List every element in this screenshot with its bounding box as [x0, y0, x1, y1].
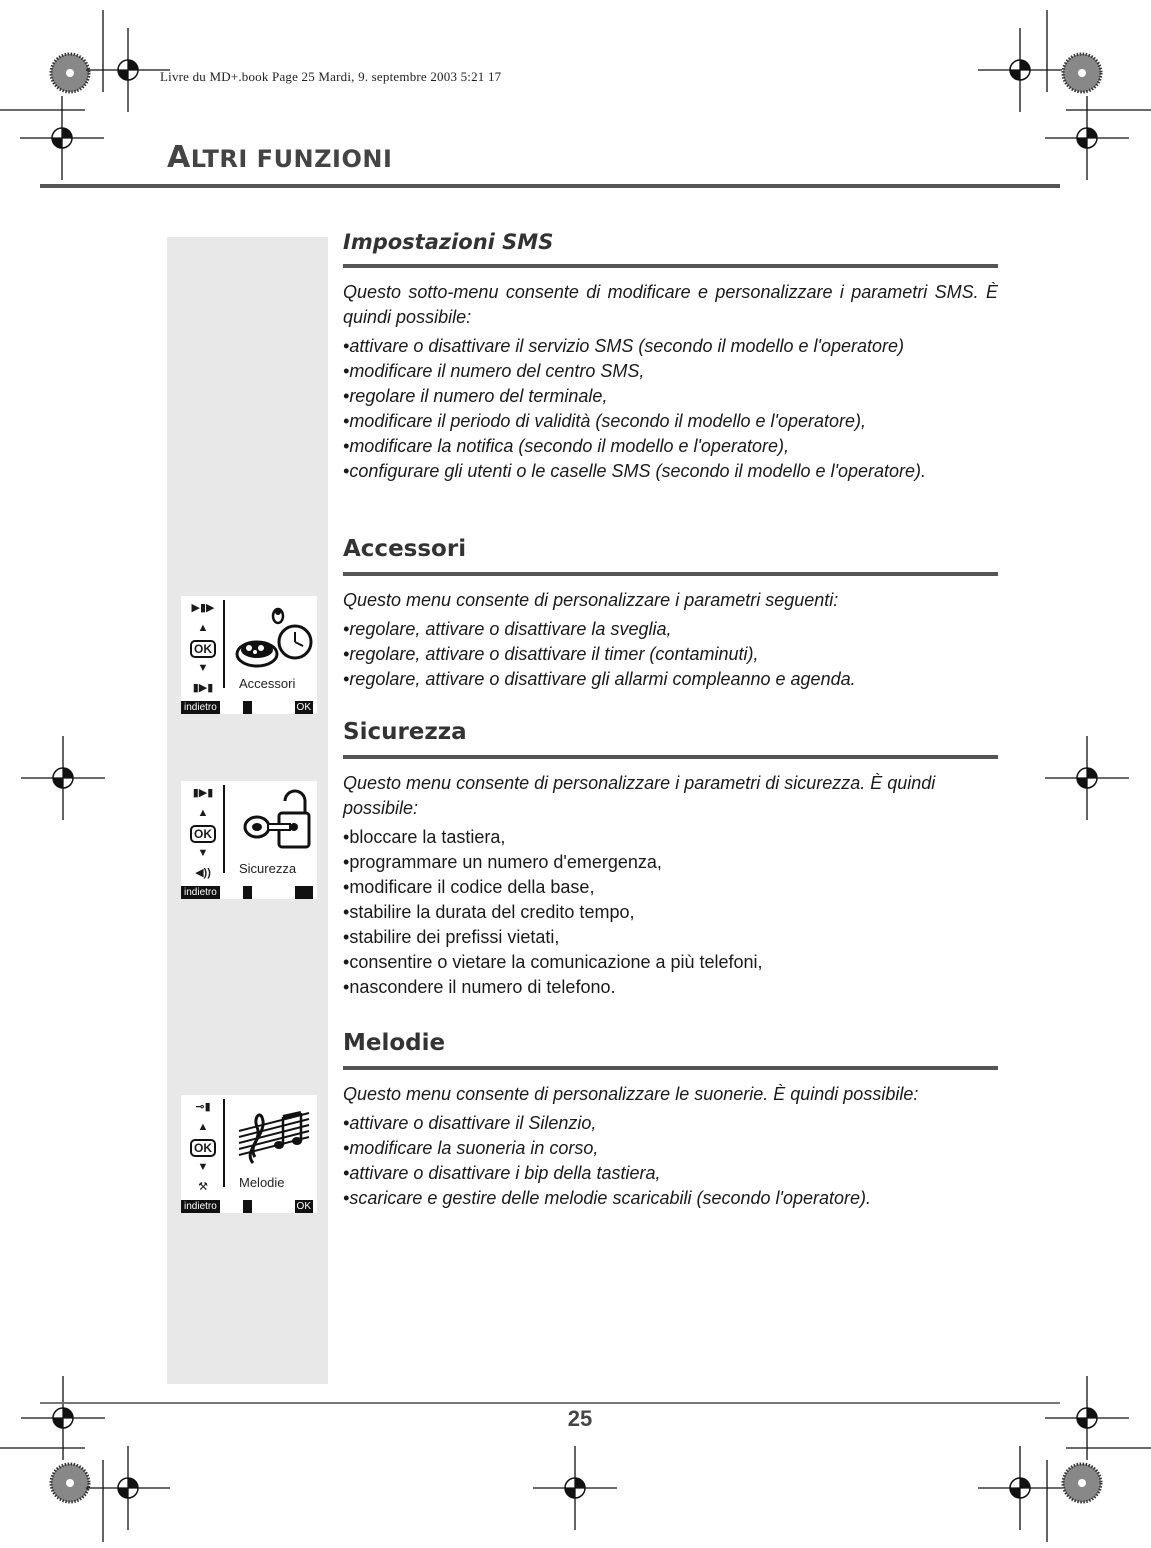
ok-key: OK [190, 1139, 216, 1157]
list-item: • regolare, attivare o disattivare gli allarmi compleanno e agenda. [343, 667, 998, 692]
up-arrow-icon: ▲ [197, 1121, 209, 1133]
key-lock-icon [233, 787, 315, 859]
alarm-clock-icon [233, 602, 315, 674]
screen-label: Melodie [239, 1175, 285, 1190]
ok-key: OK [190, 640, 216, 658]
down-arrow-icon: ▼ [197, 1161, 209, 1173]
list-item: • consentire o vietare la comunicazione a più telefoni, [343, 950, 998, 975]
phone-screen-accessori [181, 596, 317, 714]
list-item: • regolare, attivare o disattivare la sveglia, [343, 617, 998, 642]
next-menu-icon: ▶▮▶ [191, 602, 215, 614]
list-item: • modificare la suoneria in corso, [343, 1136, 998, 1161]
print-header-line: Livre du MD+.book Page 25 Mardi, 9. septembre 2003 5:21 17 [160, 69, 502, 84]
screen-bracket [219, 785, 225, 873]
chapter-title [167, 140, 392, 175]
list-item: • configurare gli utenti o le caselle SMS (secondo il modello e l'operatore). [343, 459, 998, 484]
list-item: • bloccare la tastiera, [343, 825, 998, 850]
wrench-icon: ⚒ [198, 1181, 208, 1193]
music-notes-icon [233, 1101, 315, 1173]
soft-key-right [295, 886, 313, 899]
section-rule [343, 264, 998, 268]
up-arrow-icon: ▲ [197, 807, 209, 819]
next-menu-icon: ▮▶▮ [192, 787, 214, 799]
list-item: • modificare il numero del centro SMS, [343, 359, 998, 384]
ok-key: OK [190, 825, 216, 843]
scroll-indicator-icon [243, 701, 252, 714]
chapter-rule [40, 184, 1060, 188]
screen-bracket [219, 600, 225, 688]
list-item: • attivare o disattivare il servizio SMS (secondo il modello e l'operatore) [343, 334, 998, 359]
scroll-indicator-icon [243, 1200, 252, 1213]
list-item: • modificare il codice della base, [343, 875, 998, 900]
section-title: Melodie [343, 1030, 446, 1056]
speaker-icon: ◀)) [195, 867, 211, 879]
phone-screen-sicurezza [181, 781, 317, 899]
bullet-list [343, 617, 998, 692]
chapter-title-rest: LTRI FUNZIONI [190, 145, 393, 173]
screen-label: Accessori [239, 676, 296, 691]
chapter-title-initial: A [167, 140, 191, 175]
list-item: • nascondere il numero di telefono. [343, 975, 998, 1000]
list-item: • modificare la notifica (secondo il modello e l'operatore), [343, 434, 998, 459]
section-melodie [343, 1030, 998, 1211]
nav-keys [183, 1097, 223, 1197]
section-title: Impostazioni SMS [343, 230, 554, 254]
soft-key-bar [181, 1199, 317, 1213]
section-accessori [343, 536, 998, 692]
list-item: • stabilire dei prefissi vietati, [343, 925, 998, 950]
list-item: • scaricare e gestire delle melodie scaricabili (secondo l'operatore). [343, 1186, 998, 1211]
phone-screen-melodie [181, 1095, 317, 1213]
section-rule [343, 755, 998, 759]
section-title: Accessori [343, 536, 467, 562]
screen-label: Sicurezza [239, 861, 297, 876]
section-sicurezza [343, 719, 998, 1000]
section-rule [343, 1066, 998, 1070]
list-item: • regolare, attivare o disattivare il timer (contaminuti), [343, 642, 998, 667]
list-item: • regolare il numero del terminale, [343, 384, 998, 409]
list-item: • stabilire la durata del credito tempo, [343, 900, 998, 925]
nav-keys [183, 598, 223, 698]
section-intro: Questo menu consente di personalizzare le suonerie. È quindi possibile: [343, 1084, 919, 1104]
list-item: • attivare o disattivare i bip della tastiera, [343, 1161, 998, 1186]
soft-key-left: indietro [181, 1200, 220, 1213]
down-arrow-icon: ▼ [197, 847, 209, 859]
soft-key-bar [181, 700, 317, 714]
section-intro: Questo sotto-menu consente di modificare e personalizzare i parametri SMS. È quindi possibile: [343, 282, 998, 327]
soft-key-right: OK [296, 1201, 311, 1212]
up-arrow-icon: ▲ [197, 622, 209, 634]
list-item: • programmare un numero d'emergenza, [343, 850, 998, 875]
section-title: Sicurezza [343, 719, 467, 745]
prev-menu-icon: ▮▶▮ [192, 682, 214, 694]
down-arrow-icon: ▼ [197, 662, 209, 674]
section-intro: Questo menu consente di personalizzare i parametri di sicurezza. È quindi possibile: [343, 773, 936, 818]
nav-keys [183, 783, 223, 883]
footer-rule [40, 1402, 1060, 1404]
page-number: 25 [567, 1406, 593, 1431]
bullet-list [343, 825, 998, 1000]
scroll-indicator-icon [243, 886, 252, 899]
section-intro: Questo menu consente di personalizzare i parametri seguenti: [343, 590, 839, 610]
section-sms [343, 230, 998, 484]
soft-key-left: indietro [181, 886, 220, 899]
bullet-list [343, 334, 998, 484]
bullet-list [343, 1111, 998, 1211]
key-lock-small-icon: ⊸▮ [195, 1101, 211, 1113]
list-item: • attivare o disattivare il Silenzio, [343, 1111, 998, 1136]
screen-bracket [219, 1099, 225, 1187]
soft-key-right: OK [296, 702, 311, 713]
soft-key-left: indietro [181, 701, 220, 714]
soft-key-bar [181, 885, 317, 899]
list-item: • modificare il periodo di validità (secondo il modello e l'operatore), [343, 409, 998, 434]
section-rule [343, 572, 998, 576]
